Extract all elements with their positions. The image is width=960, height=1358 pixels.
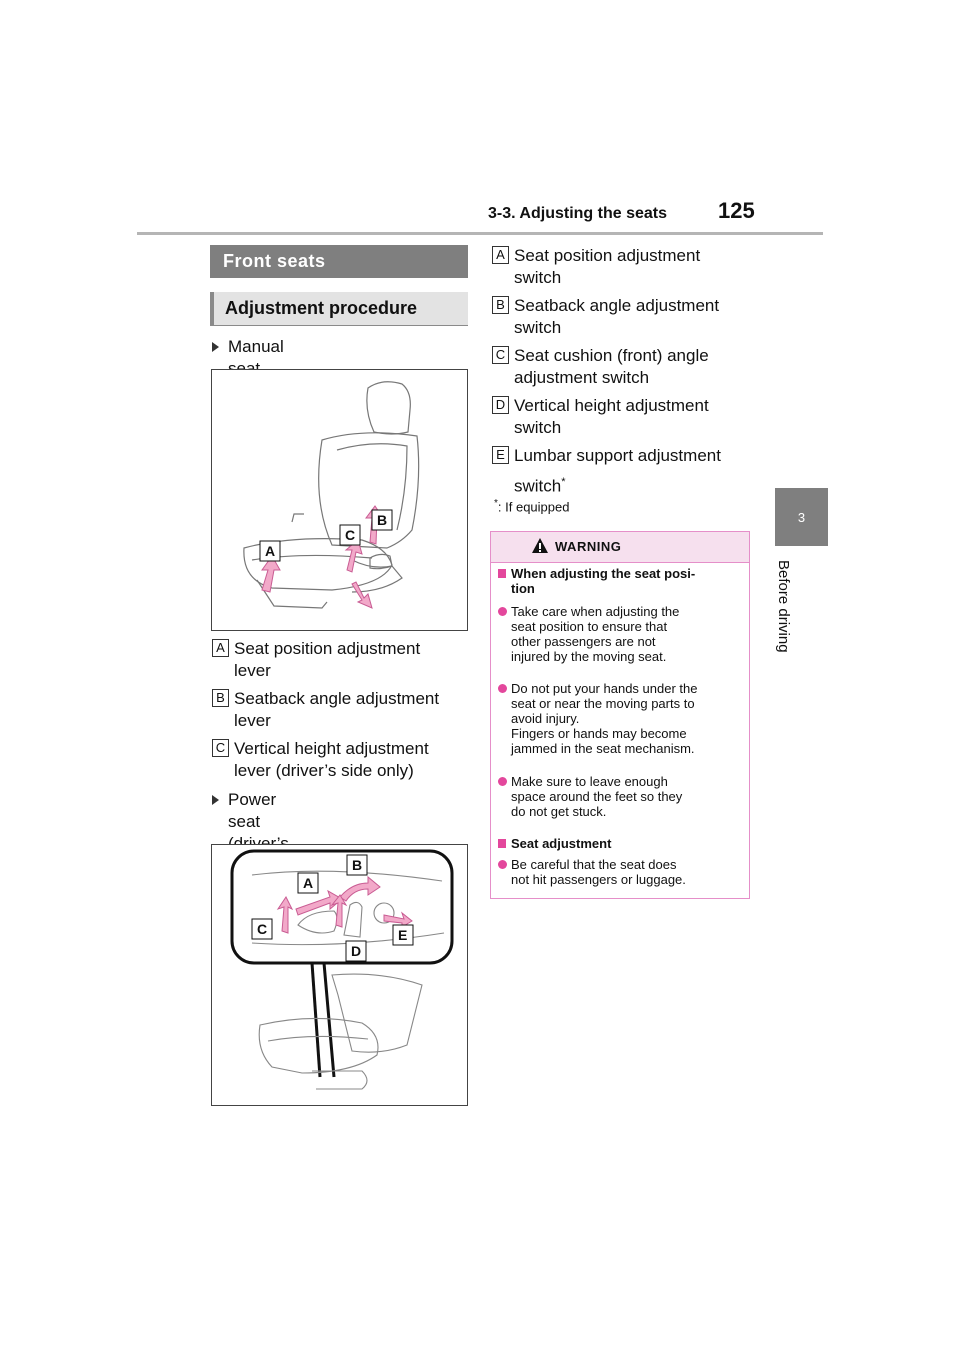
warning-subheading [511,836,737,851]
warning-line: jammed in the seat mechanism. [511,741,695,756]
round-bullet-icon [498,684,507,693]
item-text: lever (driver’s side only) [234,761,414,780]
warning-bullet [511,857,737,887]
power-seat-illustration [212,845,467,1105]
figure-label-c: C [257,921,268,937]
manual-seat-label: Manual [228,337,284,356]
warning-subheading-line: When adjusting the seat posi- [511,566,696,581]
warning-subheading-line: tion [511,581,535,596]
figure-label-a: A [303,875,314,891]
key-badge: C [212,739,229,757]
warning-line: Take care when adjusting the [511,604,680,619]
triangle-bullet-icon [212,795,219,805]
warning-line: Do not put your hands under the [511,681,698,696]
footnote-mark: * [494,498,498,509]
item-text: lever [234,661,271,680]
key-badge: B [212,689,229,707]
warning-line: not hit passengers or luggage. [511,872,686,887]
item-text: Vertical height adjustment [514,396,709,415]
manual-seat-figure [211,369,468,631]
round-bullet-icon [498,607,507,616]
subsection-heading [210,292,468,326]
manual-seat-illustration [212,370,467,630]
warning-line: Fingers or hands may become [511,726,687,741]
warning-line: seat or near the moving parts to [511,696,695,711]
warning-subheading [511,566,737,596]
figure-label-b: B [377,512,388,528]
warning-line: Make sure to leave enough [511,774,668,789]
warning-bullet [511,604,737,664]
figure-label-b: B [352,857,363,873]
item-text: Seat cushion (front) angle [514,346,709,365]
item-text: Seat position adjustment [234,639,421,658]
key-badge: C [492,346,509,364]
chapter-number: 3 [797,509,806,525]
item-text: adjustment switch [514,368,650,387]
item-text: lever [234,711,271,730]
key-badge: B [492,296,509,314]
warning-box [490,531,750,899]
figure-label-d: D [351,943,362,959]
figure-label-a: A [265,543,276,559]
chapter-title: Before driving [775,560,792,653]
key-badge: A [492,246,509,264]
warning-bullet [511,774,737,819]
item-text: Lumbar support adjustment [514,446,721,465]
footnote-mark: * [561,476,566,488]
square-bullet-icon [498,839,506,848]
chapter-tab [775,488,828,546]
key-badge: A [212,639,229,657]
key-badge: D [492,396,509,414]
item-text: switch [514,318,562,337]
section-heading-text: Front seats [223,251,326,271]
warning-line: seat position to ensure that [511,619,668,634]
header-rule [137,232,823,235]
round-bullet-icon [498,860,507,869]
warning-triangle-icon [531,537,549,554]
figure-label-e: E [398,927,408,943]
warning-line: Be careful that the seat does [511,857,677,872]
figure-label-c: C [345,527,356,543]
warning-line: space around the feet so they [511,789,683,804]
key-badge: E [492,446,509,464]
warning-bullet [511,681,737,756]
warning-line: injured by the moving seat. [511,649,667,664]
item-text: switch [514,268,562,287]
warning-line: avoid injury. [511,711,580,726]
warning-line: other passengers are not [511,634,656,649]
subsection-heading-text: Adjustment procedure [225,298,418,318]
warning-line: do not get stuck. [511,804,607,819]
square-bullet-icon [498,569,506,578]
item-text: Seat position adjustment [514,246,701,265]
round-bullet-icon [498,777,507,786]
item-text: Seatback angle adjustment [234,689,440,708]
item-text: Vertical height adjustment [234,739,429,758]
warning-title: WARNING [555,539,622,554]
section-title: 3-3. Adjusting the seats [488,205,667,222]
item-text: switch [514,418,562,437]
triangle-bullet-icon [212,342,219,352]
item-text: Seatback angle adjustment [514,296,720,315]
footnote-text: : If equipped [497,499,570,515]
footnote [494,498,569,514]
page-number: 125 [718,198,755,223]
warning-header [491,532,749,563]
chapter-label [770,560,800,690]
warning-subheading-line: Seat adjustment [511,836,612,851]
power-seat-figure [211,844,468,1106]
item-text: switch [514,476,562,496]
power-seat-label: Power seat [228,790,277,831]
section-heading [210,245,468,278]
